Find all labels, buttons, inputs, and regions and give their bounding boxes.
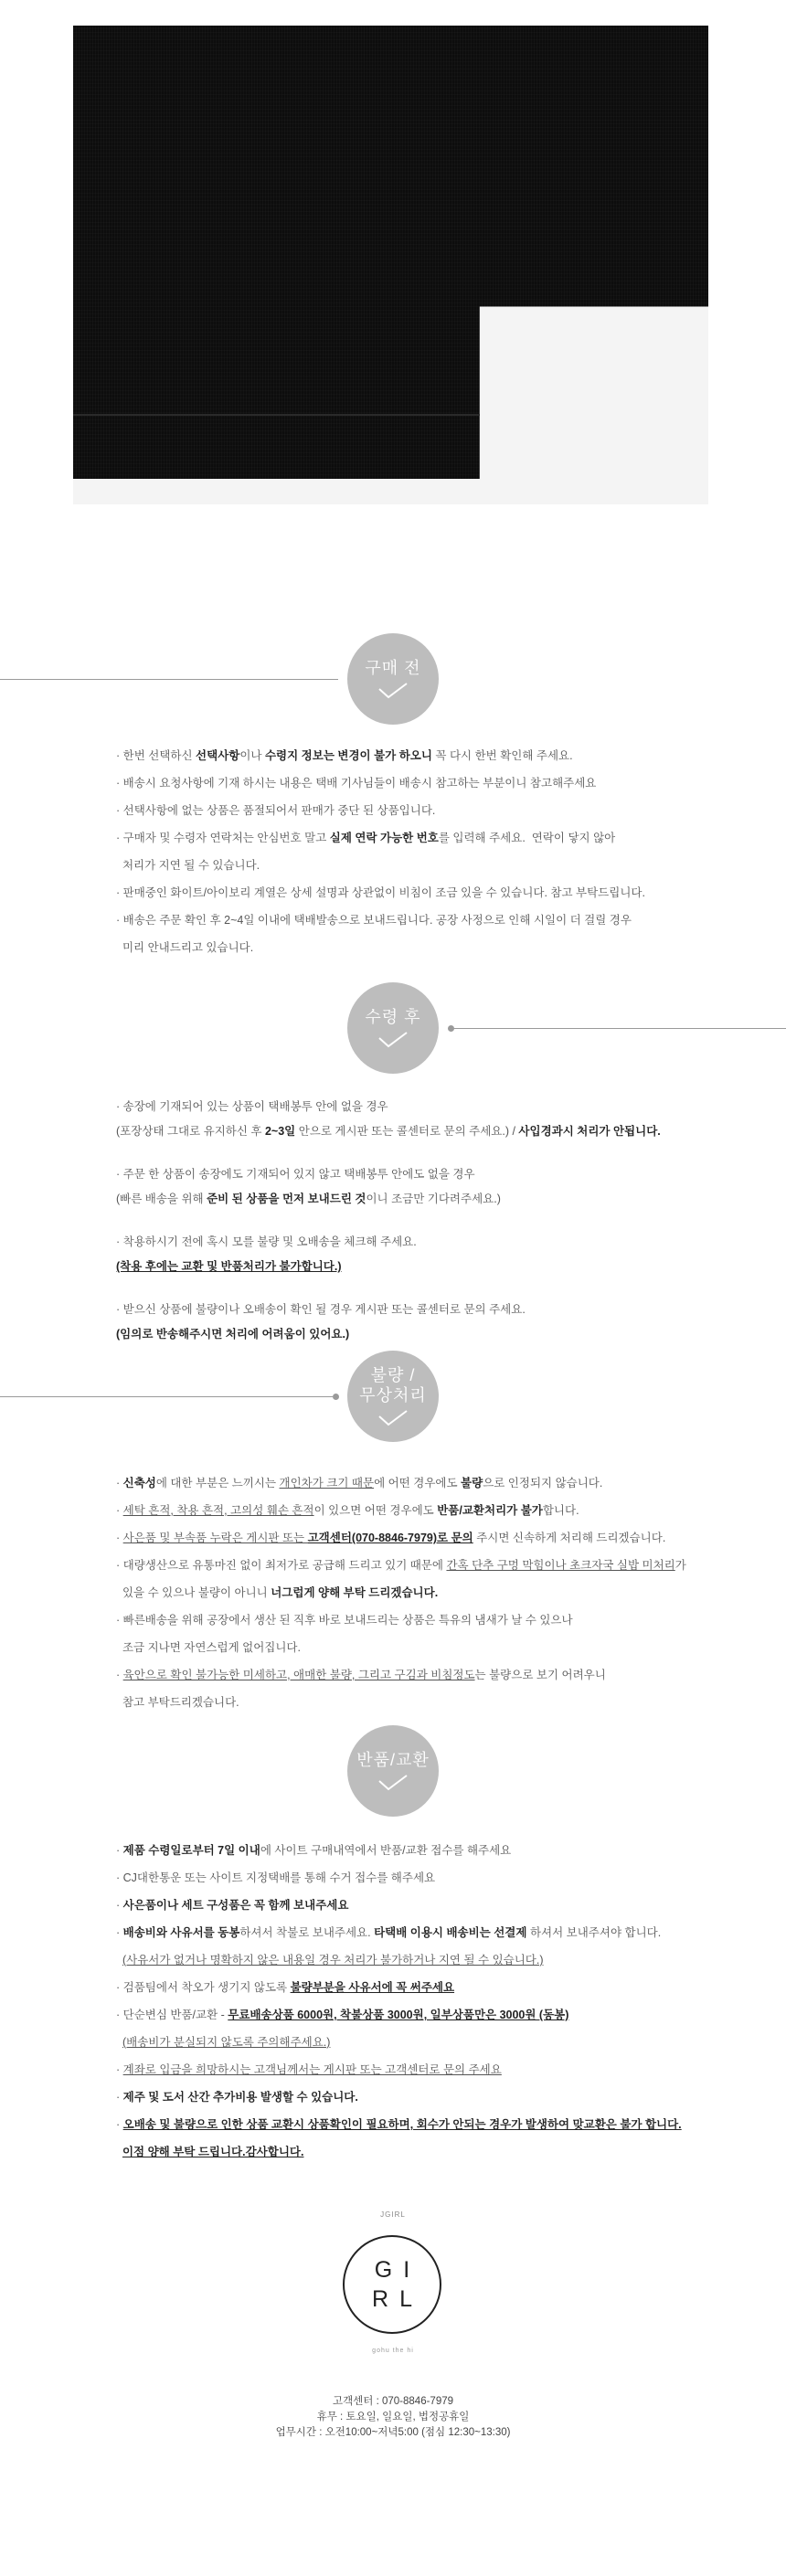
text-run: 를 입력해 주세요. 연락이 닿지 않아 bbox=[438, 832, 616, 844]
emphasis-text: 배송비와 사유서를 동봉 bbox=[122, 1926, 240, 1939]
emphasis-text: 수령지 정보는 변경이 불가 하오니 bbox=[264, 749, 432, 762]
text-run: 미리 안내드리고 있습니다. bbox=[116, 941, 254, 954]
text-run: 있을 수 있으나 불량이 아니니 bbox=[116, 1586, 271, 1599]
text-run: · 한번 선택하신 bbox=[116, 749, 196, 762]
emphasis-underlined-text: 오배송 및 불량으로 인한 상품 교환시 상품확인이 필요하며, 회수가 안되는 경우가 발생하여 맞교환은 불가 합니다. bbox=[122, 2118, 682, 2131]
list-item bbox=[116, 859, 645, 873]
text-run: 주시면 신속하게 처리해 드리겠습니다. bbox=[473, 1532, 666, 1544]
list-item bbox=[116, 777, 645, 790]
section-list-defect bbox=[116, 1477, 686, 1723]
paragraph-line bbox=[116, 1119, 661, 1144]
emphasis-text: 사입경과시 처리가 안됩니다. bbox=[518, 1125, 661, 1138]
text-run: · bbox=[116, 1669, 123, 1681]
paragraph-line bbox=[116, 1230, 661, 1255]
list-item bbox=[116, 1586, 686, 1600]
footer-info bbox=[0, 2394, 786, 2441]
text-run: · bbox=[116, 1532, 123, 1544]
text-run: · 송장에 기재되어 있는 상품이 택배봉투 안에 없을 경우 bbox=[116, 1100, 388, 1113]
paragraph bbox=[116, 1162, 661, 1212]
emphasis-text: 실제 연락 가능한 번호 bbox=[329, 832, 439, 844]
emphasis-text: 2~3일 bbox=[264, 1125, 296, 1138]
check-icon bbox=[377, 1031, 409, 1049]
text-run: 에 사이트 구매내역에서 반품/교환 접수를 해주세요 bbox=[260, 1844, 512, 1857]
underlined-text: 사은품 및 부속품 누락은 게시판 또는 bbox=[122, 1532, 308, 1544]
text-run: · bbox=[116, 2118, 123, 2131]
emphasis-text: 타택배 이용시 배송비는 선결제 bbox=[374, 1926, 527, 1939]
text-run: · 주문 한 상품이 송장에도 기재되어 있지 않고 택배봉투 안에도 없을 경우 bbox=[116, 1168, 475, 1181]
section-list-before-purchase bbox=[116, 749, 645, 969]
text-run: 가 bbox=[674, 1559, 686, 1572]
text-run: 합니다. bbox=[542, 1504, 579, 1517]
list-item bbox=[116, 914, 645, 928]
logo-line1: GI bbox=[374, 2257, 421, 2283]
underlined-text: 계좌로 입금을 희망하시는 고객님께서는 게시판 또는 고객센터로 문의 주세요 bbox=[122, 2063, 502, 2076]
text-run: · 선택사항에 없는 상품은 품절되어서 판매가 중단 된 상품입니다. bbox=[116, 804, 436, 817]
emphasis-text: 제주 및 도서 산간 추가비용 발생할 수 있습니다. bbox=[122, 2091, 358, 2104]
text-run: 꼭 다시 한번 확인해 주세요. bbox=[431, 749, 573, 762]
list-item bbox=[116, 941, 645, 955]
list-item bbox=[116, 804, 645, 818]
divider-line bbox=[0, 679, 338, 680]
check-icon bbox=[377, 682, 409, 700]
paragraph-line bbox=[116, 1162, 661, 1187]
list-item bbox=[116, 1871, 682, 1885]
emphasis-text: 신축성 bbox=[122, 1477, 156, 1489]
list-item bbox=[116, 886, 645, 900]
emphasis-underlined-text: 이점 양해 부탁 드립니다.감사합니다. bbox=[122, 2146, 304, 2158]
text-run: 하셔서 착불로 보내주세요. bbox=[239, 1926, 375, 1939]
list-item bbox=[116, 1954, 682, 1967]
paragraph-line bbox=[116, 1322, 661, 1347]
text-run: · 빠른배송을 위해 공장에서 생산 된 직후 바로 보내드리는 상품은 특유의 냄새가 날 수 있으나 bbox=[116, 1614, 573, 1627]
section-badge-return bbox=[347, 1725, 439, 1817]
text-run: 처리가 지연 될 수 있습니다. bbox=[116, 859, 260, 872]
list-item bbox=[116, 1532, 686, 1545]
text-run bbox=[116, 2146, 122, 2158]
paragraph-line bbox=[116, 1255, 661, 1279]
emphasis-text: 사은품이나 세트 구성품은 꼭 함께 보내주세요 bbox=[122, 1899, 349, 1912]
text-run bbox=[116, 2036, 122, 2049]
text-run: · bbox=[116, 1844, 123, 1857]
emphasis-underlined-text: 불량부분을 사유서에 꼭 써주세요 bbox=[290, 1981, 455, 1994]
emphasis-text: 준비 된 상품을 먼저 보내드린 것 bbox=[207, 1193, 366, 1205]
list-item bbox=[116, 1504, 686, 1518]
check-icon bbox=[377, 1409, 409, 1427]
knit-fabric bbox=[73, 26, 708, 479]
footer-phone: 고객센터 : 070-8846-7979 bbox=[332, 2396, 454, 2407]
text-run: · 착용하시기 전에 혹시 모를 불량 및 오배송을 체크해 주세요. bbox=[116, 1235, 417, 1248]
divider-line bbox=[453, 1028, 786, 1029]
text-run bbox=[116, 1954, 122, 1966]
paragraph-line bbox=[116, 1298, 661, 1322]
text-run: · CJ대한통운 또는 사이트 지정택배를 통해 수거 접수를 해주세요 bbox=[116, 1871, 436, 1884]
list-item bbox=[116, 1614, 686, 1627]
text-run: · 판매중인 화이트/아이보리 계열은 상세 설명과 상관없이 비침이 조금 있을 수 있습니다. 참고 부탁드립니다. bbox=[116, 886, 645, 899]
underlined-text: (사유서가 없거나 명확하지 않은 내용일 경우 처리가 불가하거나 지연 될 수 있습니다.) bbox=[122, 1954, 544, 1966]
list-item bbox=[116, 1926, 682, 1940]
emphasis-text: 선택사항 bbox=[196, 749, 240, 762]
section-badge-before-purchase bbox=[347, 633, 439, 725]
section-title bbox=[359, 1365, 427, 1405]
text-run: · bbox=[116, 1477, 123, 1489]
list-item bbox=[116, 1899, 682, 1913]
text-run: 에 대한 부분은 느끼시는 bbox=[155, 1477, 280, 1489]
underlined-text: 육안으로 확인 불가능한 미세하고, 애매한 불량, 그리고 구김과 비침정도 bbox=[122, 1669, 475, 1681]
section-title-line: 무상처리 bbox=[359, 1386, 427, 1405]
paragraph bbox=[116, 1298, 661, 1347]
list-item bbox=[116, 832, 645, 845]
text-run: 는 불량으로 보기 어려우니 bbox=[474, 1669, 606, 1681]
text-run: 이 있으면 어떤 경우에도 bbox=[313, 1504, 438, 1517]
divider-line bbox=[0, 1396, 333, 1397]
text-run: · bbox=[116, 1504, 123, 1517]
brand-tagline: gohu the hi bbox=[372, 2348, 414, 2354]
text-run: 이나 bbox=[239, 749, 265, 762]
brand-top-text: JGIRL bbox=[380, 2210, 406, 2219]
list-item bbox=[116, 1641, 686, 1655]
emphasis-text: 불량 bbox=[461, 1477, 483, 1489]
text-run: · 단순변심 반품/교환 - bbox=[116, 2009, 228, 2021]
list-item bbox=[116, 2091, 682, 2104]
text-run: (빠른 배송을 위해 bbox=[116, 1193, 207, 1205]
text-run: · 배송시 요청사항에 기재 하시는 내용은 택배 기사님들이 배송시 참고하는 부분이니 참고해주세요 bbox=[116, 777, 597, 790]
text-run: · 받으신 상품에 불량이나 오배송이 확인 될 경우 게시판 또는 콜센터로 문의 주세요. bbox=[116, 1303, 526, 1316]
text-run: · bbox=[116, 1899, 123, 1912]
logo-line2: RL bbox=[372, 2286, 423, 2312]
brand-logo bbox=[343, 2235, 441, 2334]
list-item bbox=[116, 1559, 686, 1573]
emphasis-text: 반품/교환처리가 불가 bbox=[437, 1504, 543, 1517]
list-item bbox=[116, 1669, 686, 1682]
underlined-text: (배송비가 분실되지 않도록 주의해주세요.) bbox=[122, 2036, 331, 2049]
text-run: 조금 지나면 자연스럽게 없어집니다. bbox=[116, 1641, 301, 1654]
section-list-return bbox=[116, 1844, 682, 2173]
paragraph-line bbox=[116, 1095, 661, 1119]
section-paragraphs-after-receipt bbox=[116, 1095, 661, 1365]
underlined-text: 개인차가 크기 때문 bbox=[279, 1477, 375, 1489]
product-photo bbox=[73, 26, 708, 504]
footer-hours: 업무시간 : 오전10:00~저녁5:00 (점심 12:30~13:30) bbox=[275, 2427, 511, 2438]
list-item bbox=[116, 2009, 682, 2022]
list-item bbox=[116, 1477, 686, 1490]
text-run: · bbox=[116, 2063, 123, 2076]
paragraph-line bbox=[116, 1187, 661, 1212]
text-run: · 대량생산으로 유통마진 없이 최저가로 공급해 드리고 있기 때문에 bbox=[116, 1559, 447, 1572]
section-title: 구매 전 bbox=[365, 659, 421, 677]
underlined-text: 세탁 흔적, 착용 흔적, 고의성 훼손 흔적 bbox=[122, 1504, 314, 1517]
text-run: 으로 인정되지 않습니다. bbox=[483, 1477, 603, 1489]
list-item bbox=[116, 749, 645, 763]
emphasis-underlined-text: 고객센터(070-8846-7979)로 문의 bbox=[307, 1532, 473, 1544]
text-run: 참고 부탁드리겠습니다. bbox=[116, 1696, 239, 1709]
emphasis-text: 제품 수령일로부터 7일 이내 bbox=[122, 1844, 260, 1857]
emphasis-text: (임의로 반송해주시면 처리에 어려움이 있어요.) bbox=[116, 1328, 350, 1341]
text-run: · 구매자 및 수령자 연락처는 안심번호 말고 bbox=[116, 832, 330, 844]
text-run: · 검품팀에서 착오가 생기지 않도록 bbox=[116, 1981, 291, 1994]
list-item bbox=[116, 2063, 682, 2077]
text-run: · bbox=[116, 1926, 123, 1939]
text-run: · bbox=[116, 2091, 123, 2104]
section-title: 반품/교환 bbox=[356, 1751, 430, 1769]
check-icon bbox=[377, 1774, 409, 1792]
list-item bbox=[116, 2146, 682, 2159]
text-run: (포장상태 그대로 유지하신 후 bbox=[116, 1125, 265, 1138]
divider-dot bbox=[333, 1394, 339, 1400]
emphasis-text: 너그럽게 양해 부탁 드리겠습니다. bbox=[271, 1586, 439, 1599]
knit-hem bbox=[73, 414, 480, 416]
list-item bbox=[116, 1844, 682, 1858]
section-badge-defect bbox=[347, 1351, 439, 1442]
underlined-text: 간혹 단추 구멍 막힘이나 초크자국 실밥 미처리 bbox=[446, 1559, 675, 1572]
paragraph bbox=[116, 1095, 661, 1144]
text-run: 에 어떤 경우에도 bbox=[374, 1477, 462, 1489]
text-run: 이니 조금만 기다려주세요.) bbox=[366, 1193, 501, 1205]
section-title: 수령 후 bbox=[365, 1008, 421, 1026]
list-item bbox=[116, 1696, 686, 1710]
paragraph bbox=[116, 1230, 661, 1279]
list-item bbox=[116, 2118, 682, 2132]
emphasis-underlined-text: 무료배송상품 6000원, 착불상품 3000원, 일부상품만은 3000원 (동봉) bbox=[228, 2009, 569, 2021]
text-run: 안으로 게시판 또는 콜센터로 문의 주세요.) / bbox=[295, 1125, 519, 1138]
list-item bbox=[116, 2036, 682, 2050]
emphasis-underlined-text: (착용 후에는 교환 및 반품처리가 불가합니다.) bbox=[116, 1260, 342, 1273]
text-run: · 배송은 주문 확인 후 2~4일 이내에 택배발송으로 보내드립니다. 공장 사정으로 인해 시일이 더 걸릴 경우 bbox=[116, 914, 632, 927]
footer-holidays: 휴무 : 토요일, 일요일, 법정공휴일 bbox=[316, 2412, 470, 2422]
section-title-line: 불량 / bbox=[370, 1366, 416, 1384]
list-item bbox=[116, 1981, 682, 1995]
section-badge-after-receipt bbox=[347, 982, 439, 1074]
text-run: 하셔서 보내주셔야 합니다. bbox=[526, 1926, 662, 1939]
